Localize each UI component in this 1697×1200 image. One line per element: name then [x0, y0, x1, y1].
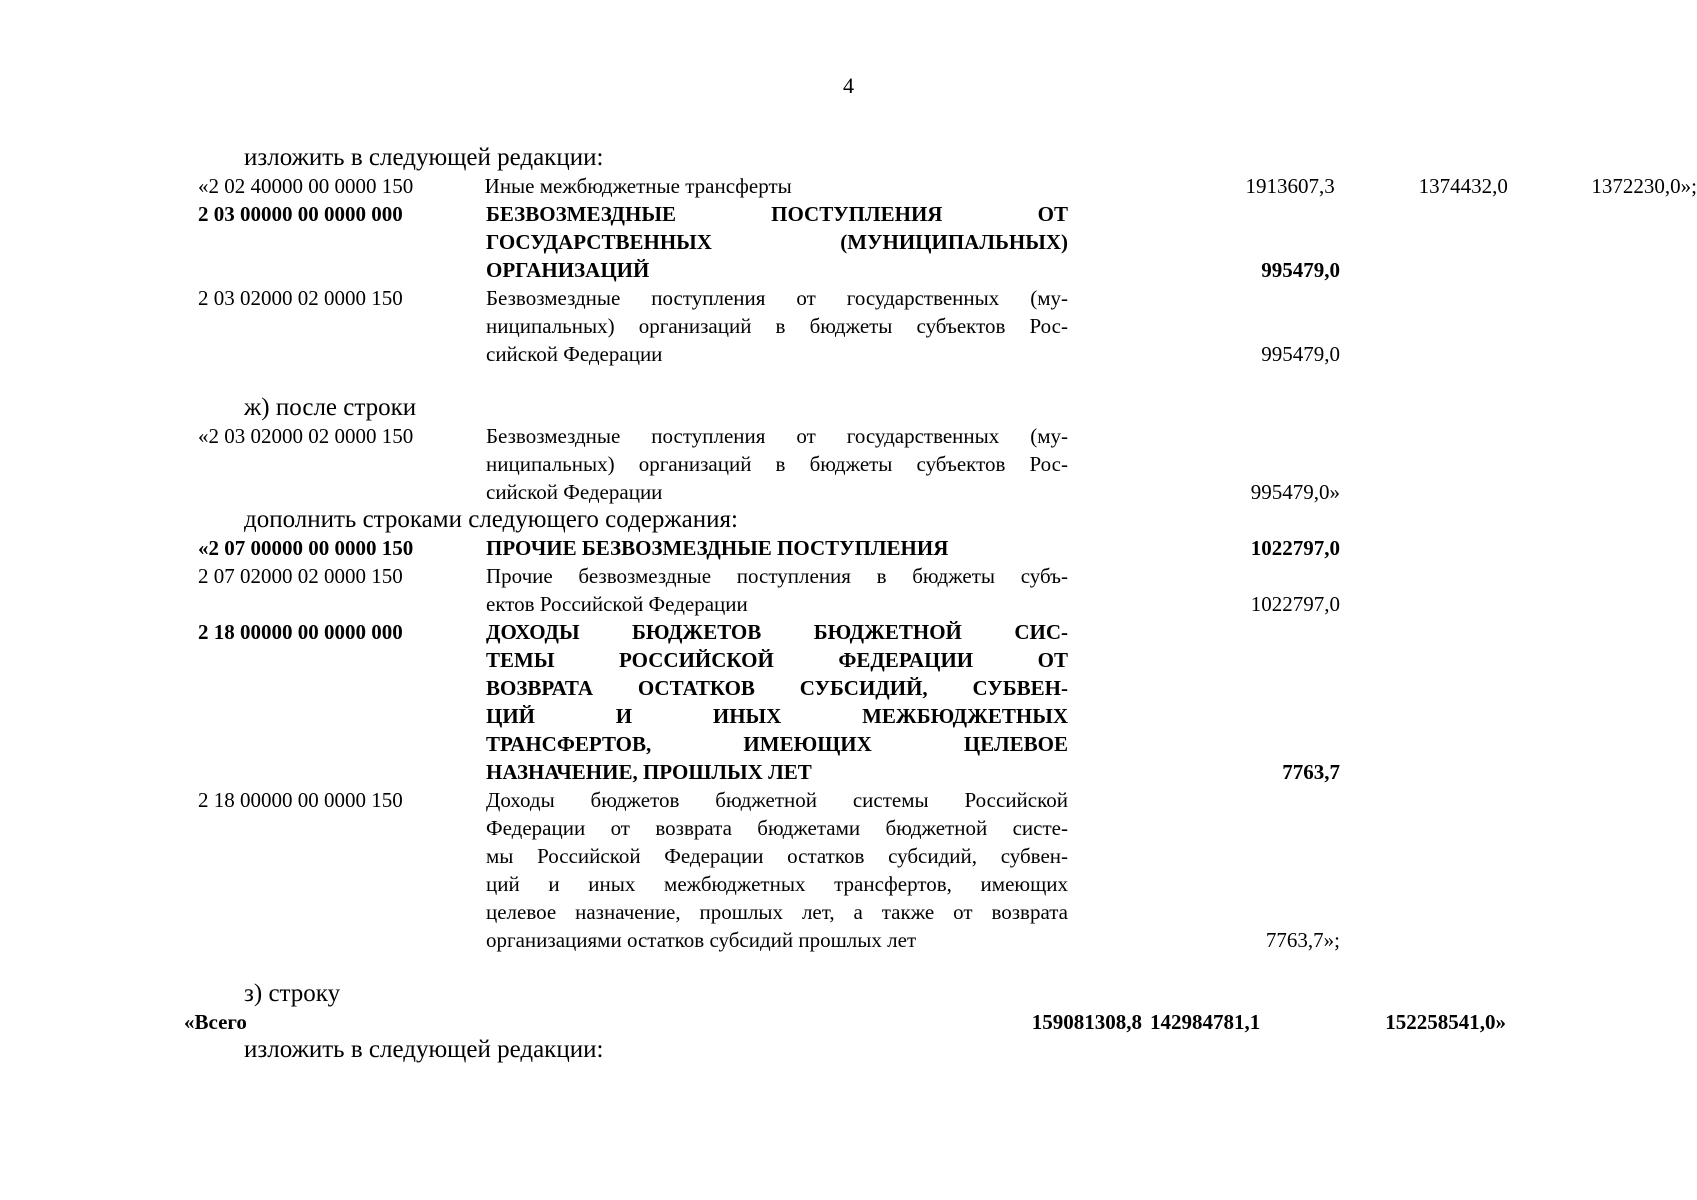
budget-code: 2 18 00000 00 0000 000 — [198, 620, 403, 644]
value-2021: 1913607,3 — [1245, 174, 1335, 198]
value-2021: 995479,0 — [1261, 342, 1340, 366]
budget-code: «2 02 40000 00 0000 150 — [198, 174, 414, 198]
value-2021: 995479,0 — [1261, 258, 1340, 282]
budget-code: 2 03 00000 00 0000 000 — [198, 202, 403, 226]
description-line: Доходы бюджетов бюджетной системы Российской — [486, 788, 1068, 812]
row-description: Иные межбюджетные трансферты — [484, 174, 792, 198]
table-row — [0, 172, 1697, 200]
description-line: ВОЗВРАТА ОСТАТКОВ СУБСИДИЙ, СУБВЕН- — [486, 676, 1068, 700]
row-description — [486, 786, 1068, 954]
description-line: ГОСУДАРСТВЕННЫХ (МУНИЦИПАЛЬНЫХ) — [486, 230, 1068, 254]
value-2023: 1372230,0»; — [1591, 174, 1697, 198]
instruction-paragraph: изложить в следующей редакции: — [244, 144, 604, 171]
total-row — [0, 1008, 1697, 1036]
description-line: сийской Федерации — [486, 342, 663, 366]
description-line: ОРГАНИЗАЦИЙ — [486, 258, 650, 282]
total-value-2022: 142984781,1 — [1150, 1010, 1261, 1034]
description-line: ТРАНСФЕРТОВ, ИМЕЮЩИХ ЦЕЛЕВОЕ — [486, 732, 1068, 756]
table-row — [0, 284, 1697, 368]
table-row — [0, 618, 1697, 786]
description-line: мы Российской Федерации остатков субсидий, субвен- — [486, 844, 1068, 868]
value-2022: 1374432,0 — [1418, 174, 1508, 198]
budget-code: «2 07 00000 00 0000 150 — [198, 536, 414, 560]
value-2021: 1022797,0 — [1250, 592, 1340, 616]
document-body — [0, 144, 1697, 1064]
total-value-2023: 152258541,0» — [1385, 1010, 1506, 1034]
description-line: ниципальных) организаций в бюджеты субъектов Рос- — [486, 314, 1068, 338]
description-line: целевое назначение, прошлых лет, а также от возврата — [486, 900, 1068, 924]
instruction-paragraph: дополнить строками следующего содержания: — [244, 506, 738, 533]
budget-code: 2 18 00000 00 0000 150 — [198, 788, 403, 812]
row-description — [486, 200, 1068, 284]
description-line: БЕЗВОЗМЕЗДНЫЕ ПОСТУПЛЕНИЯ ОТ — [486, 202, 1068, 226]
table-row — [0, 422, 1697, 506]
description-line: организациями остатков субсидий прошлых лет — [486, 928, 917, 952]
table-row — [0, 534, 1697, 562]
page-number: 4 — [843, 73, 854, 98]
description-line: Безвозмездные поступления от государственных (му- — [486, 286, 1068, 310]
description-line: ТЕМЫ РОССИЙСКОЙ ФЕДЕРАЦИИ ОТ — [486, 648, 1068, 672]
value-2021: 995479,0» — [1250, 480, 1340, 504]
description-line: Безвозмездные поступления от государственных (му- — [486, 424, 1068, 448]
table-row — [0, 562, 1697, 618]
row-description — [486, 562, 1068, 618]
description-line: сийской Федерации — [486, 480, 663, 504]
description-line: НАЗНАЧЕНИЕ, ПРОШЛЫХ ЛЕТ — [486, 760, 812, 784]
budget-code: «2 03 02000 02 0000 150 — [198, 424, 414, 448]
budget-code: 2 07 02000 02 0000 150 — [198, 564, 403, 588]
instruction-paragraph: з) строку — [244, 980, 341, 1007]
total-value-2021: 159081308,8 — [1031, 1010, 1142, 1034]
table-row — [0, 786, 1697, 954]
value-2021: 7763,7 — [1282, 760, 1340, 784]
description-line: Федерации от возврата бюджетами бюджетной систе- — [486, 816, 1068, 840]
description-line: ектов Российской Федерации — [486, 592, 748, 616]
table-row — [0, 200, 1697, 284]
total-label: «Всего — [184, 1010, 247, 1034]
value-2021: 7763,7»; — [1265, 928, 1340, 952]
instruction-paragraph: ж) после строки — [244, 394, 417, 421]
description-line: ниципальных) организаций в бюджеты субъектов Рос- — [486, 452, 1068, 476]
row-description — [486, 618, 1068, 786]
row-description — [486, 284, 1068, 368]
budget-code: 2 03 02000 02 0000 150 — [198, 286, 403, 310]
description-line: ЦИЙ И ИНЫХ МЕЖБЮДЖЕТНЫХ — [486, 704, 1068, 728]
row-description: ПРОЧИЕ БЕЗВОЗМЕЗДНЫЕ ПОСТУПЛЕНИЯ — [486, 536, 949, 560]
description-line: Прочие безвозмездные поступления в бюджеты субъ- — [486, 564, 1068, 588]
description-line: ций и иных межбюджетных трансфертов, имеющих — [486, 872, 1068, 896]
instruction-paragraph: изложить в следующей редакции: — [244, 1036, 604, 1063]
description-line: ДОХОДЫ БЮДЖЕТОВ БЮДЖЕТНОЙ СИС- — [486, 620, 1068, 644]
value-2021: 1022797,0 — [1250, 536, 1340, 560]
row-description — [486, 422, 1068, 506]
